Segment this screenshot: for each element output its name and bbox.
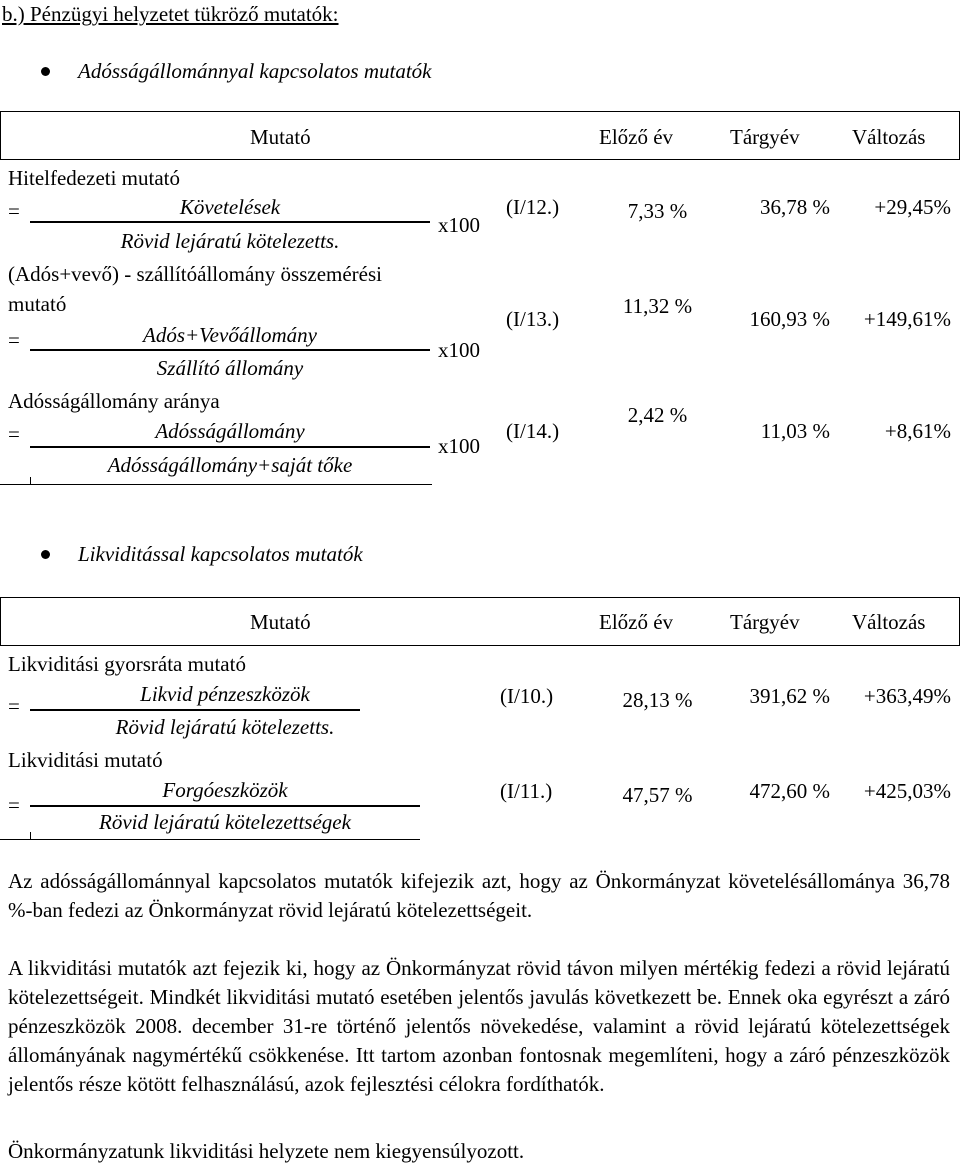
indicator-name-cont: mutató [8,292,67,316]
fraction-bar [30,805,420,807]
fraction-denominator: Rövid lejáratú kötelezetts. [115,715,335,739]
previous-year-value: 28,13 % [622,688,693,712]
header-targyev: Tárgyév [730,610,800,634]
header-mutato: Mutató [250,125,311,149]
fraction-bar [30,221,430,223]
paragraph-conclusion: Önkormányzatunk likviditási helyzete nem kiegyensúlyozott. [8,1139,525,1163]
equals-sign: = [8,793,20,817]
indicator-name: Likviditási mutató [8,748,163,772]
previous-year-value: 7,33 % [627,199,688,223]
fraction-bar [30,349,430,351]
equals-sign: = [8,422,20,446]
header-elozo-ev: Előző év [599,125,674,149]
fraction-denominator: Rövid lejáratú kötelezettségek [99,810,351,834]
reference: (I/14.) [506,419,560,443]
fraction-bar [30,446,430,448]
change-value: +8,61% [884,419,951,443]
change-value: +149,61% [863,307,951,331]
previous-year-value: 2,42 % [627,403,688,427]
indicator-name: (Adós+vevő) - szállítóállomány összemérési [8,262,382,286]
multiplier: x100 [438,338,480,362]
header-valtozas: Változás [852,125,926,149]
equals-sign: = [8,694,20,718]
fraction-denominator: Szállító állomány [156,356,304,380]
multiplier: x100 [438,434,480,458]
fraction-numerator: Követelések [179,195,281,219]
equals-sign: = [8,328,20,352]
header-elozo-ev: Előző év [599,610,674,634]
fraction-numerator: Likvid pénzeszközök [140,682,310,706]
fraction-numerator: Forgóeszközök [162,778,288,802]
current-year-value: 160,93 % [749,307,830,331]
current-year-value: 391,62 % [749,684,830,708]
fraction-denominator: Rövid lejáratú kötelezetts. [120,229,340,253]
multiplier: x100 [438,213,480,237]
header-targyev: Tárgyév [730,125,800,149]
current-year-value: 472,60 % [749,779,830,803]
bullet-dot-icon [41,67,50,76]
fraction-numerator: Adósságállomány [155,419,305,443]
indicator-name: Adósságállomány aránya [8,389,220,413]
section2-title: Likviditással kapcsolatos mutatók [78,542,363,566]
fraction-numerator: Adós+Vevőállomány [143,323,317,347]
paragraph-debt-summary: Az adósságállománnyal kapcsolatos mutatók kifejezik azt, hogy az Önkormányzat követelésállománya 36,78 %-ban fedezi az Önkormányzat rövid lejáratú kötelezettségeit. [8,869,950,922]
reference: (I/12.) [506,195,560,219]
indicator-name: Hitelfedezeti mutató [8,166,181,190]
reference: (I/13.) [506,307,560,331]
paragraph-liquidity-explanation: A likviditási mutatók azt fejezik ki, hogy az Önkormányzat rövid távon milyen mértékig fedezi a rövid lejáratú kötelezettségeit. Mindkét likviditási mutató esetében jelentős javulás következett be. Ennek oka egyrészt a záró pénzeszközök 2008. december 31-re történő jelentős növekedése, valamint a rövid lejáratú kötelezettségek állományának nagymértékű csökkenése. Itt tartom azonban fontosnak megemlíteni, hogy a záró pénzeszközök jelentős része kötött felhasználású, azok fejlesztési célokra fordíthatók. [8,956,950,1096]
previous-year-value: 47,57 % [622,783,693,807]
reference: (I/10.) [500,684,554,708]
previous-year-value: 11,32 % [622,294,693,318]
current-year-value: 36,78 % [760,195,830,219]
equals-sign: = [8,199,20,223]
bullet-dot-icon [41,550,50,559]
change-value: +425,03% [863,779,951,803]
change-value: +363,49% [863,684,951,708]
reference: (I/11.) [500,779,553,803]
fraction-denominator: Adósságállomány+saját tőke [107,453,353,477]
section-heading: b.) Pénzügyi helyzetet tükröző mutatók: [2,2,339,26]
indicator-name: Likviditási gyorsráta mutató [8,652,246,676]
current-year-value: 11,03 % [760,419,830,443]
section1-title: Adósságállománnyal kapcsolatos mutatók [78,59,432,83]
header-mutato: Mutató [250,610,311,634]
header-valtozas: Változás [852,610,926,634]
change-value: +29,45% [874,195,951,219]
fraction-bar [30,709,360,711]
